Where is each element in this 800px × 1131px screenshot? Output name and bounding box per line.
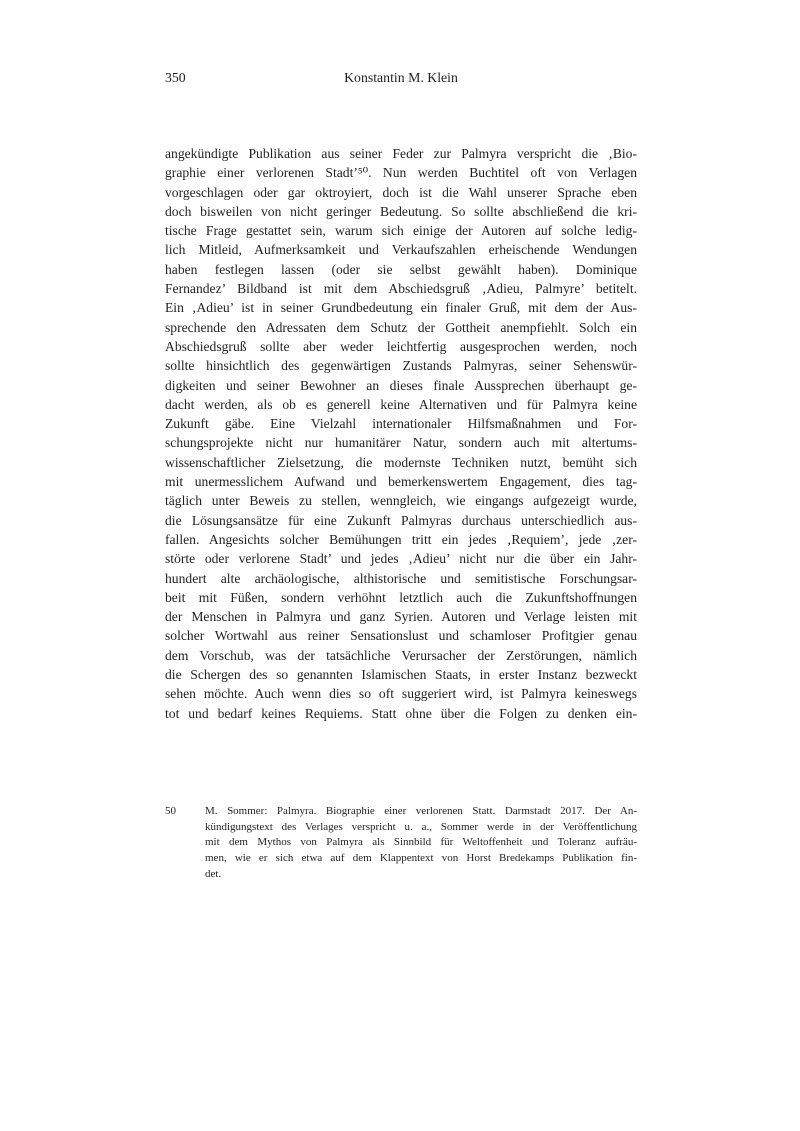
page-number: 350 (165, 70, 186, 85)
page-header (165, 70, 637, 87)
body-text-line: tische Frage gestattet sein, warum sich einige der Autoren auf solche ledig- (165, 223, 637, 239)
body-text-line: störte oder verlorene Stadt’ und jedes ‚Adieu’ nicht nur die über ein Jahr- (165, 551, 637, 567)
footnote-text-line: M. Sommer: Palmyra. Biographie einer verlorenen Statt. Darmstadt 2017. Der An- (205, 805, 637, 817)
main-text-block (165, 144, 637, 723)
footnote-text-line: kündigungstext des Verlages verspricht u. a., Sommer werde in der Veröffentlichung (205, 820, 637, 833)
body-text-line: sollte hinsichtlich des gegenwärtigen Zustands Palmyras, seiner Sehenswür- (165, 358, 637, 374)
body-text-line: angekündigte Publikation aus seiner Feder zur Palmyra verspricht die ‚Bio- (165, 146, 637, 161)
body-text-line: wissenschaftlicher Zielsetzung, die modernste Techniken nutzt, bemüht sich (165, 454, 637, 470)
body-text-line: dem Vorschub, was der tatsächliche Verursacher der Zerstörungen, nämlich (165, 647, 637, 663)
footnote-text-line: det. (205, 867, 222, 880)
body-text-line: Abschiedsgruß sollte aber weder leichtfertig ausgesprochen werden, noch (165, 338, 637, 354)
body-text-line: sehen möchte. Auch wenn dies so oft suggeriert wird, ist Palmyra keineswegs (165, 686, 637, 702)
body-text-line: schungsprojekte nicht nur humanitärer Natur, sondern auch mit altertums- (165, 435, 637, 451)
body-text-line: Ein ‚Adieu’ ist in seiner Grundbedeutung ein finaler Gruß, mit dem der Aus- (165, 300, 637, 316)
body-text-line: Fernandez’ Bildband ist mit dem Abschiedsgruß ‚Adieu, Palmyre’ betitelt. (165, 281, 637, 297)
body-text-line: die Lösungsansätze für eine Zukunft Palmyras durchaus unterschiedlich aus- (165, 512, 637, 528)
body-text-line: fallen. Angesichts solcher Bemühungen tritt ein jedes ‚Requiem’, jede ‚zer- (165, 531, 637, 547)
body-text-line: haben festlegen lassen (oder sie selbst gewählt haben). Dominique (165, 261, 637, 277)
footnote-number: 50 (165, 805, 176, 817)
footnote (165, 804, 637, 882)
body-text-line: solcher Wortwahl aus reiner Sensationslust und schamloser Profitgier genau (165, 628, 637, 644)
body-text-line: dacht werden, als ob es generell keine Alternativen und für Palmyra keine (165, 396, 637, 412)
body-text-line: die Schergen des so genannten Islamischen Staats, in erster Instanz bezweckt (165, 667, 637, 683)
body-text-line: Zukunft gäbe. Eine Vielzahl internationaler Hilfsmaßnahmen und For- (165, 416, 637, 432)
body-text-line: sprechende den Adressaten dem Schutz der Gottheit anempfiehlt. Solch ein (165, 319, 637, 335)
body-text-line: lich Mitleid, Aufmerksamkeit und Verkaufszahlen erheischende Wendungen (165, 242, 637, 258)
body-text-line: täglich unter Beweis zu stellen, wenngleich, wie eingangs aufgezeigt wurde, (165, 493, 637, 509)
body-text-line: digkeiten und seiner Bewohner an dieses finale Aussprechen überhaupt ge- (165, 377, 637, 393)
body-text-line: vorgeschlagen oder gar oktroyiert, doch ist die Wahl unserer Sprache eben (165, 184, 637, 200)
body-text-line: beit mit Füßen, sondern verhöhnt letztlich auch die Zukunftshoffnungen (165, 589, 637, 605)
footnote-text-line: men, wie er sich etwa auf dem Klappentext von Horst Bredekamps Publikation fin- (205, 852, 637, 865)
footnote-text (205, 804, 637, 882)
body-text-line: tot und bedarf keines Requiems. Statt ohne über die Folgen zu denken ein- (165, 705, 637, 721)
body-text-line: graphie einer verlorenen Stadt’⁵⁰. Nun werden Buchtitel oft von Verlagen (165, 165, 637, 181)
running-title: Konstantin M. Klein (344, 70, 458, 85)
body-text-line: der Menschen in Palmyra und ganz Syrien. Autoren und Verlage leisten mit (165, 609, 637, 625)
body-text-line: mit unermesslichem Aufwand und bemerkenswertem Engagement, dies tag- (165, 474, 637, 490)
body-text-line: hundert alte archäologische, althistorische und semitistische Forschungsar- (165, 570, 637, 586)
footnote-text-line: mit dem Mythos von Palmyra als Sinnbild für Weltoffenheit und Toleranz aufräu- (205, 836, 637, 849)
body-text-line: doch bisweilen von nicht geringer Bedeutung. So sollte abschließend die kri- (165, 203, 637, 219)
